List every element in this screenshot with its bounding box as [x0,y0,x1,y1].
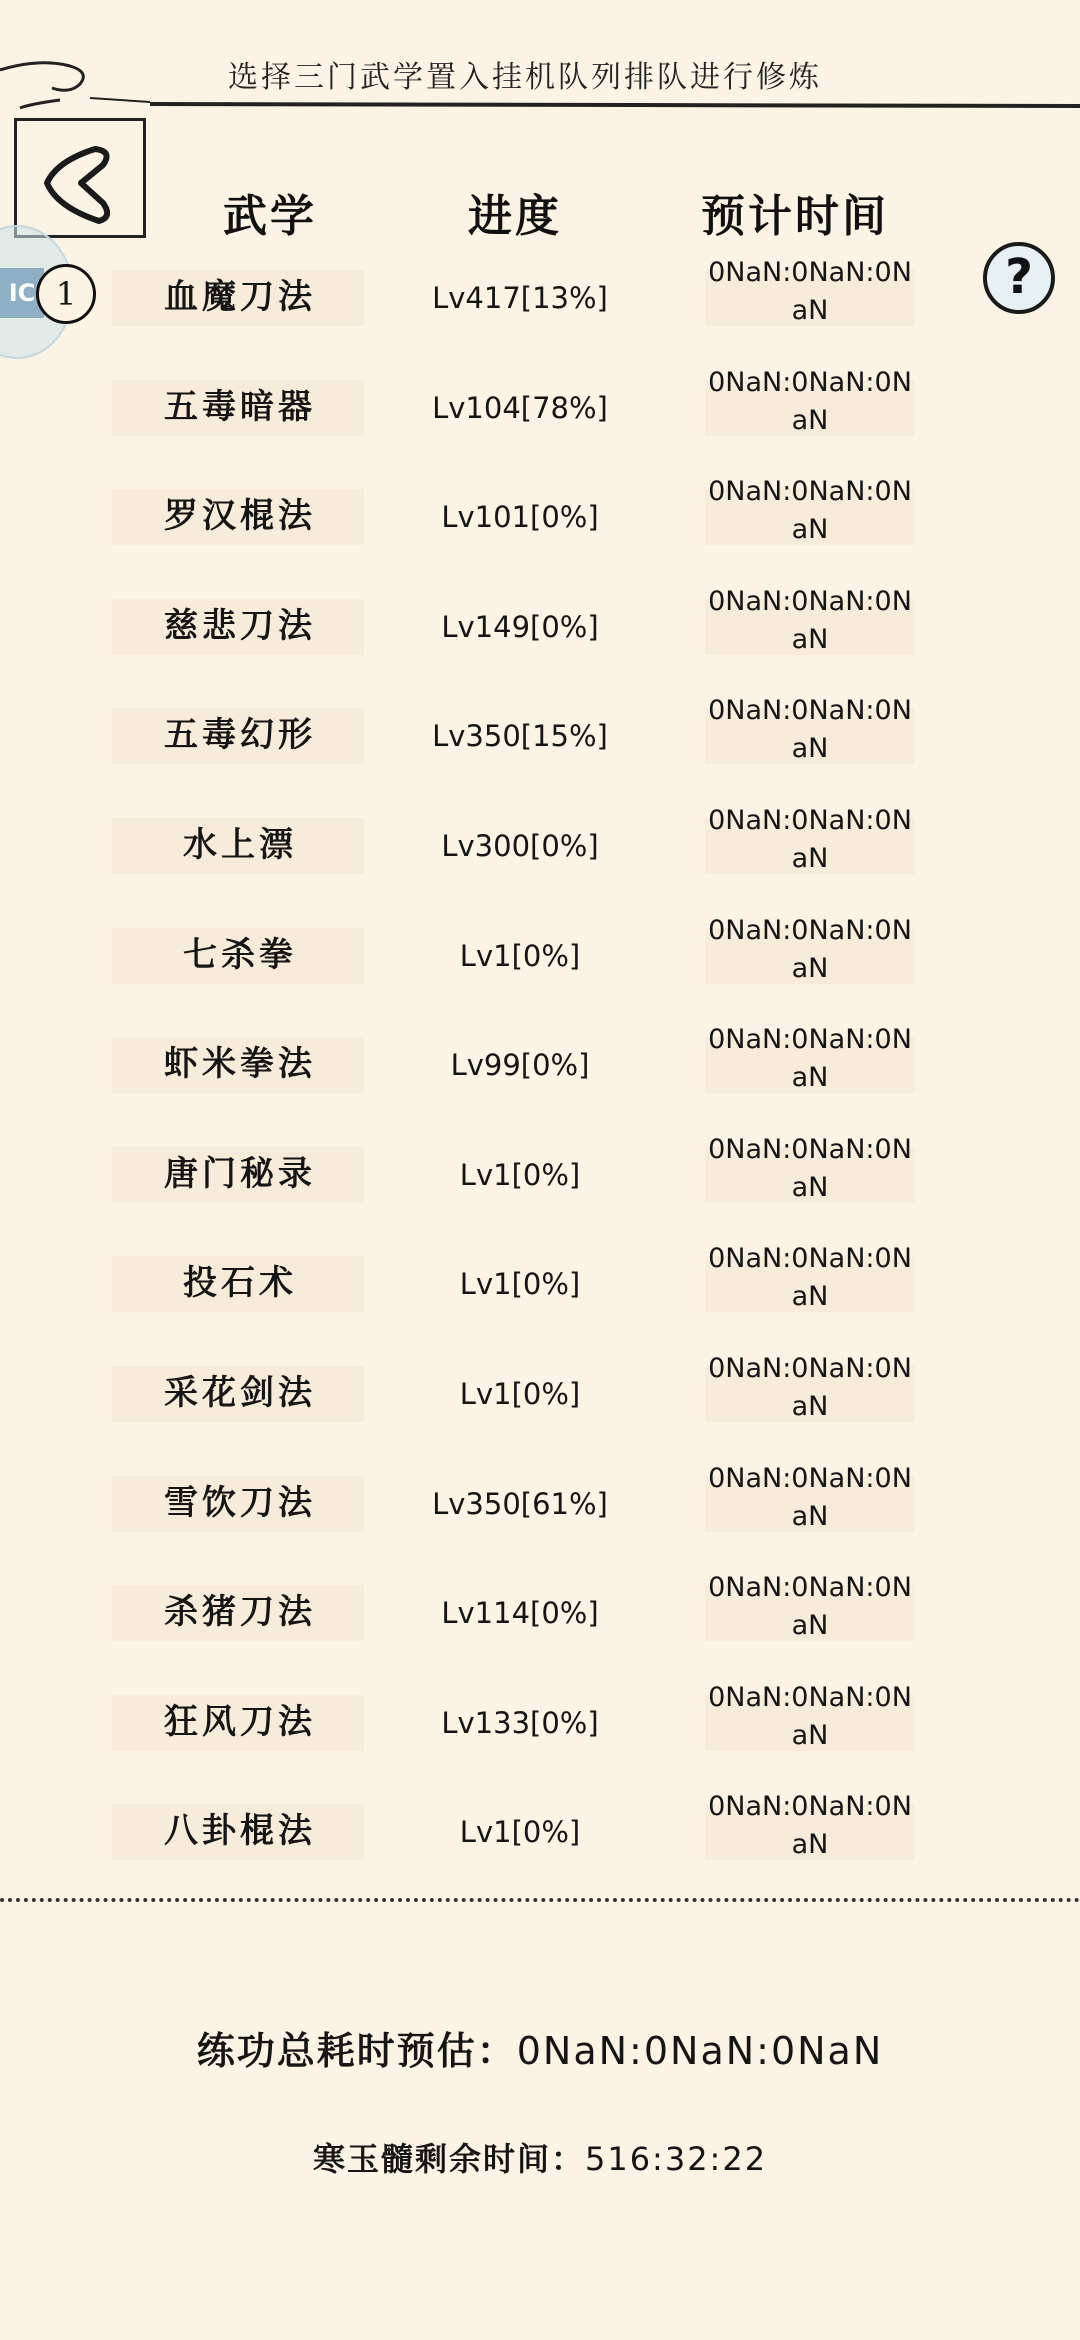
skill-eta: 0NaN:0NaN:0NaN [708,1024,912,1094]
skill-name: 慈悲刀法 [164,605,316,646]
skill-level: Lv300[0%] [441,828,599,863]
skill-name: 狂风刀法 [164,1701,316,1742]
skill-row[interactable] [0,1572,1080,1685]
remaining-time-value: 516:32:22 [584,2140,768,2178]
skill-name: 投石术 [183,1263,297,1304]
jade-remaining-time [0,2134,1080,2180]
skill-name: 血魔刀法 [164,277,316,317]
skill-name: 水上漂 [183,824,297,865]
total-time-value: 0NaN:0NaN:0NaN [516,2029,884,2073]
skill-row[interactable] [0,695,1080,808]
skill-eta: 0NaN:0NaN:0NaN [708,1133,912,1203]
skill-name: 采花剑法 [164,1372,316,1413]
skill-eta: 0NaN:0NaN:0NaN [708,1462,912,1532]
skill-name: 五毒暗器 [164,386,316,427]
skill-eta: 0NaN:0NaN:0NaN [708,804,912,874]
skill-name: 罗汉棍法 [164,496,316,537]
queue-instruction: 选择三门武学置入挂机队列排队进行修炼 [228,60,822,95]
skill-level: Lv101[0%] [441,500,599,535]
skill-eta: 0NaN:0NaN:0NaN [708,476,912,546]
total-time-estimate [0,2020,1080,2075]
skill-name: 五毒幻形 [164,715,316,756]
skill-eta: 0NaN:0NaN:0NaN [708,695,912,765]
header-progress: 进度 [468,191,562,242]
total-time-label: 练功总耗时预估： [196,2028,517,2073]
skill-level: Lv99[0%] [450,1048,590,1083]
skill-row[interactable] [0,1791,1080,1904]
skill-name: 雪饮刀法 [164,1482,316,1523]
help-icon: ? [1005,249,1033,305]
skill-level: Lv104[78%] [432,390,608,425]
skill-level: Lv1[0%] [459,1267,581,1302]
skill-name: 虾米拳法 [164,1044,316,1085]
skill-eta: 0NaN:0NaN:0NaN [708,257,912,326]
skill-level: Lv350[61%] [432,1486,608,1521]
skill-level: Lv149[0%] [441,609,599,644]
skill-eta: 0NaN:0NaN:0NaN [708,366,912,436]
skill-row[interactable] [0,366,1080,480]
skill-row[interactable] [0,1243,1080,1356]
skill-level: Lv114[0%] [441,1596,599,1631]
skill-level: Lv350[15%] [432,719,608,754]
skill-name: 七杀拳 [183,934,297,975]
remaining-time-label: 寒玉髓剩余时间： [312,2140,585,2178]
skill-row[interactable] [0,914,1080,1028]
skill-row[interactable] [0,585,1080,699]
skill-eta: 0NaN:0NaN:0NaN [708,914,912,984]
skill-row[interactable] [0,804,1080,918]
skill-eta: 0NaN:0NaN:0NaN [708,1352,912,1422]
skill-level: Lv1[0%] [459,1157,581,1192]
table-header [0,180,1080,244]
floating-widget-tag: IC [0,268,44,318]
skill-level: Lv133[0%] [441,1705,599,1740]
skill-eta: 0NaN:0NaN:0NaN [708,585,912,655]
skill-list [0,257,1080,1904]
skill-name: 杀猪刀法 [164,1592,316,1633]
skill-name: 唐门秘录 [164,1153,316,1194]
header-skill: 武学 [223,191,317,242]
queue-count-badge[interactable]: 1 [36,264,96,324]
skill-level: Lv417[13%] [432,281,608,315]
skill-level: Lv1[0%] [459,1376,581,1411]
skill-eta: 0NaN:0NaN:0NaN [708,1681,912,1751]
skill-row[interactable] [0,1024,1080,1137]
skill-row[interactable] [0,1462,1080,1576]
skill-row[interactable] [0,1133,1080,1247]
skill-row[interactable] [0,476,1080,589]
skill-row[interactable] [0,1352,1080,1466]
skill-name: 八卦棍法 [164,1811,316,1852]
skill-eta: 0NaN:0NaN:0NaN [708,1243,912,1313]
section-divider [0,1898,1080,1902]
skill-row[interactable] [0,1681,1080,1795]
header-eta: 预计时间 [701,191,889,242]
skill-eta: 0NaN:0NaN:0NaN [708,1791,912,1861]
skill-level: Lv1[0%] [459,938,581,973]
skill-row[interactable] [0,257,1080,370]
skill-eta: 0NaN:0NaN:0NaN [708,1572,912,1642]
skill-level: Lv1[0%] [459,1815,581,1850]
